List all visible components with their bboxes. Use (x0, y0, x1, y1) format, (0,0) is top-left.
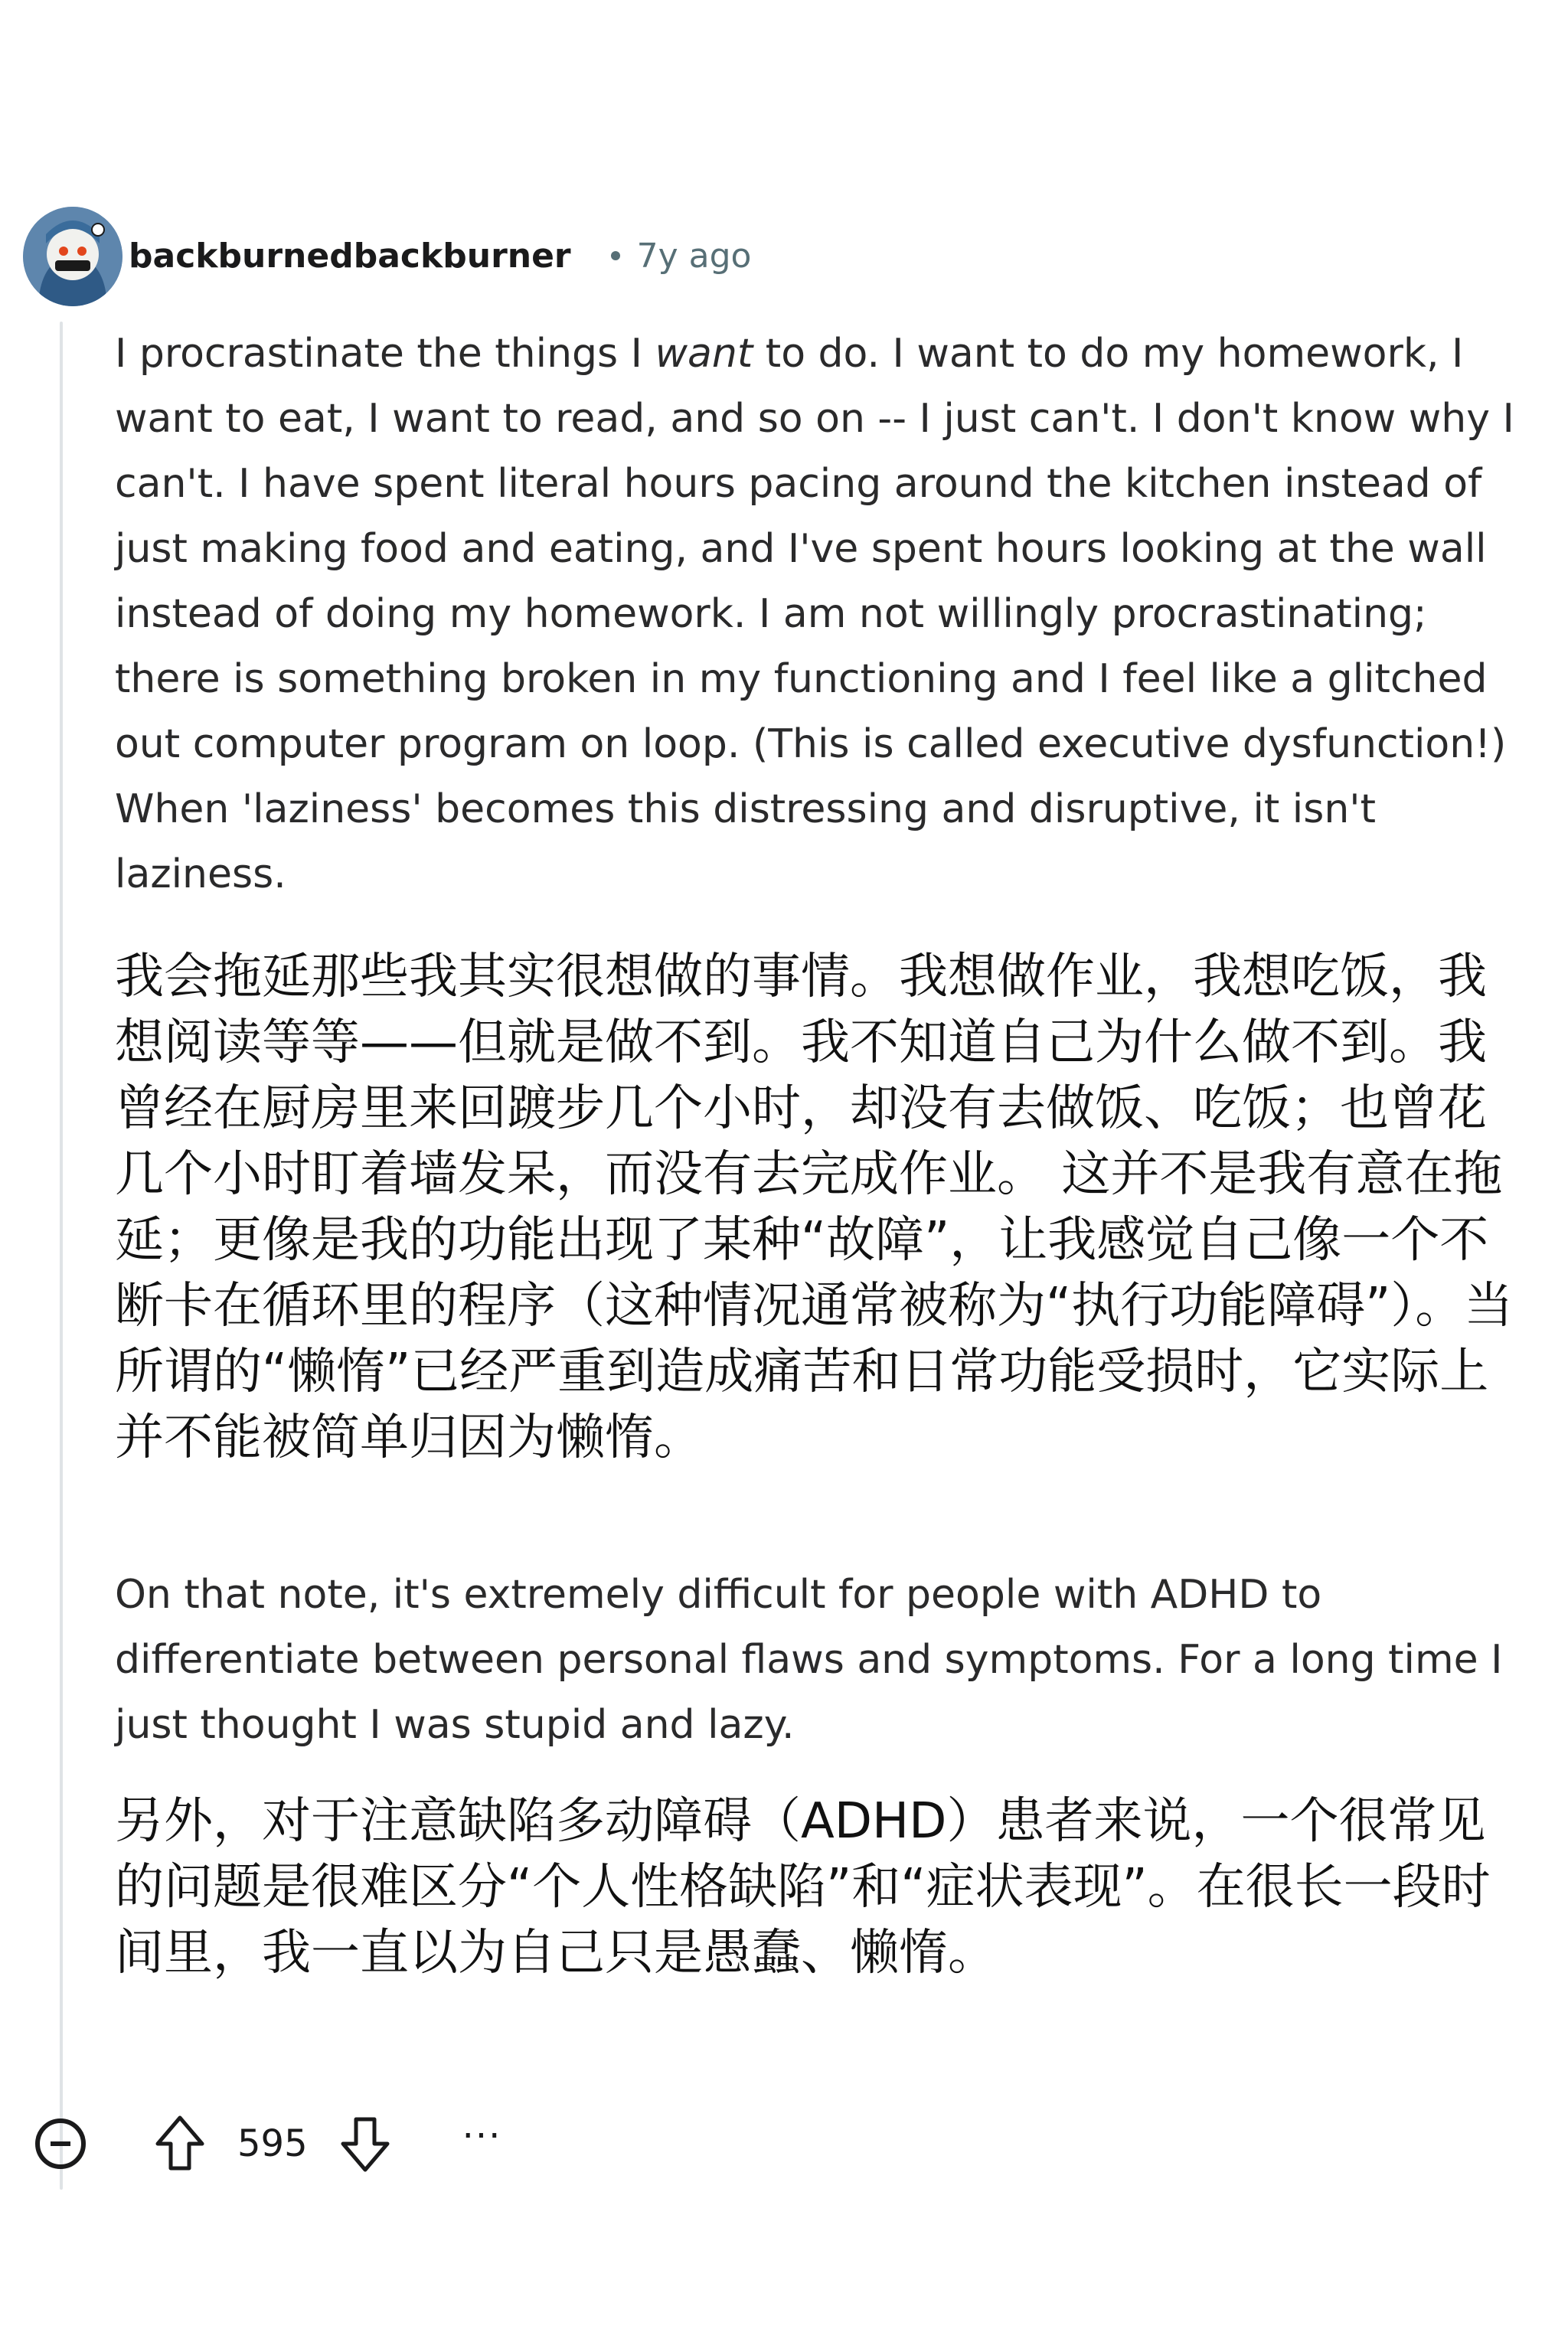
comment-header (129, 231, 751, 280)
avatar[interactable] (23, 207, 122, 306)
paragraph-text: I procrastinate the things I (115, 331, 655, 377)
paragraph-english-2: On that note, it's extremely difficult for people with ADHD to differentiate between personal flaws and symptoms. For a long time I just thought I was stupid and lazy. (115, 1572, 1503, 1748)
comment-action-bar (35, 2105, 501, 2182)
avatar-icon (23, 207, 122, 306)
username-link[interactable]: backburnedbackburner (129, 236, 571, 276)
paragraph-chinese-2: 另外，对于注意缺陷多动障碍（ADHD）患者来说，一个很常见的问题是很难区分“个人性格缺陷”和“症状表现”。在很长一段时间里，我一直以为自己只是愚蠢、懒惰。 (115, 1793, 1491, 1981)
more-options-button[interactable]: ··· (462, 2115, 502, 2158)
comment-body (115, 322, 1516, 1986)
collapse-icon[interactable] (35, 2118, 86, 2169)
emphasis-text: want (655, 331, 753, 377)
separator-dot-icon (611, 251, 620, 260)
paragraph-text: to do. I want to do my homework, I want to eat, I want to read, and so on -- I just can't. I don't know why I can't. I have spent literal hours pacing around the kitchen instead of just making food and eating, and I've spent hours looking at the wall instead of doing my homework. I am not willingly procrastinating; there is something broken in my functioning and I feel like a glitched out computer program on loop. (This is called executive dysfunction!) When 'laziness' becomes this distressing and disruptive, it isn't laziness. (115, 331, 1514, 897)
paragraph-chinese-1: 我会拖延那些我其实很想做的事情。我想做作业，我想吃饭，我想阅读等等——但就是做不到。我不知道自己为什么做不到。我曾经在厨房里来回踱步几个小时，却没有去做饭、吃饭；也曾花几个小时盯着墙发呆，而没有去完成作业。 这并不是我有意在拖延；更像是我的功能出现了某种“故障”，让我感觉自己像一个不断卡在循环里的程序（这种情况通常被称为“执行功能障碍”）。当所谓的“懒惰”已经严重到造成痛苦和日常功能受损时，它实际上并不能被简单归因为懒惰。 (115, 949, 1514, 1466)
vote-score: 595 (237, 2122, 308, 2165)
thread-line[interactable] (60, 322, 63, 2190)
timestamp[interactable]: 7y ago (636, 236, 752, 276)
comment (0, 184, 1568, 2174)
paragraph-english-1 (115, 322, 1516, 907)
downvote-arrow-icon[interactable] (338, 2113, 392, 2174)
upvote-arrow-icon[interactable] (153, 2113, 207, 2174)
